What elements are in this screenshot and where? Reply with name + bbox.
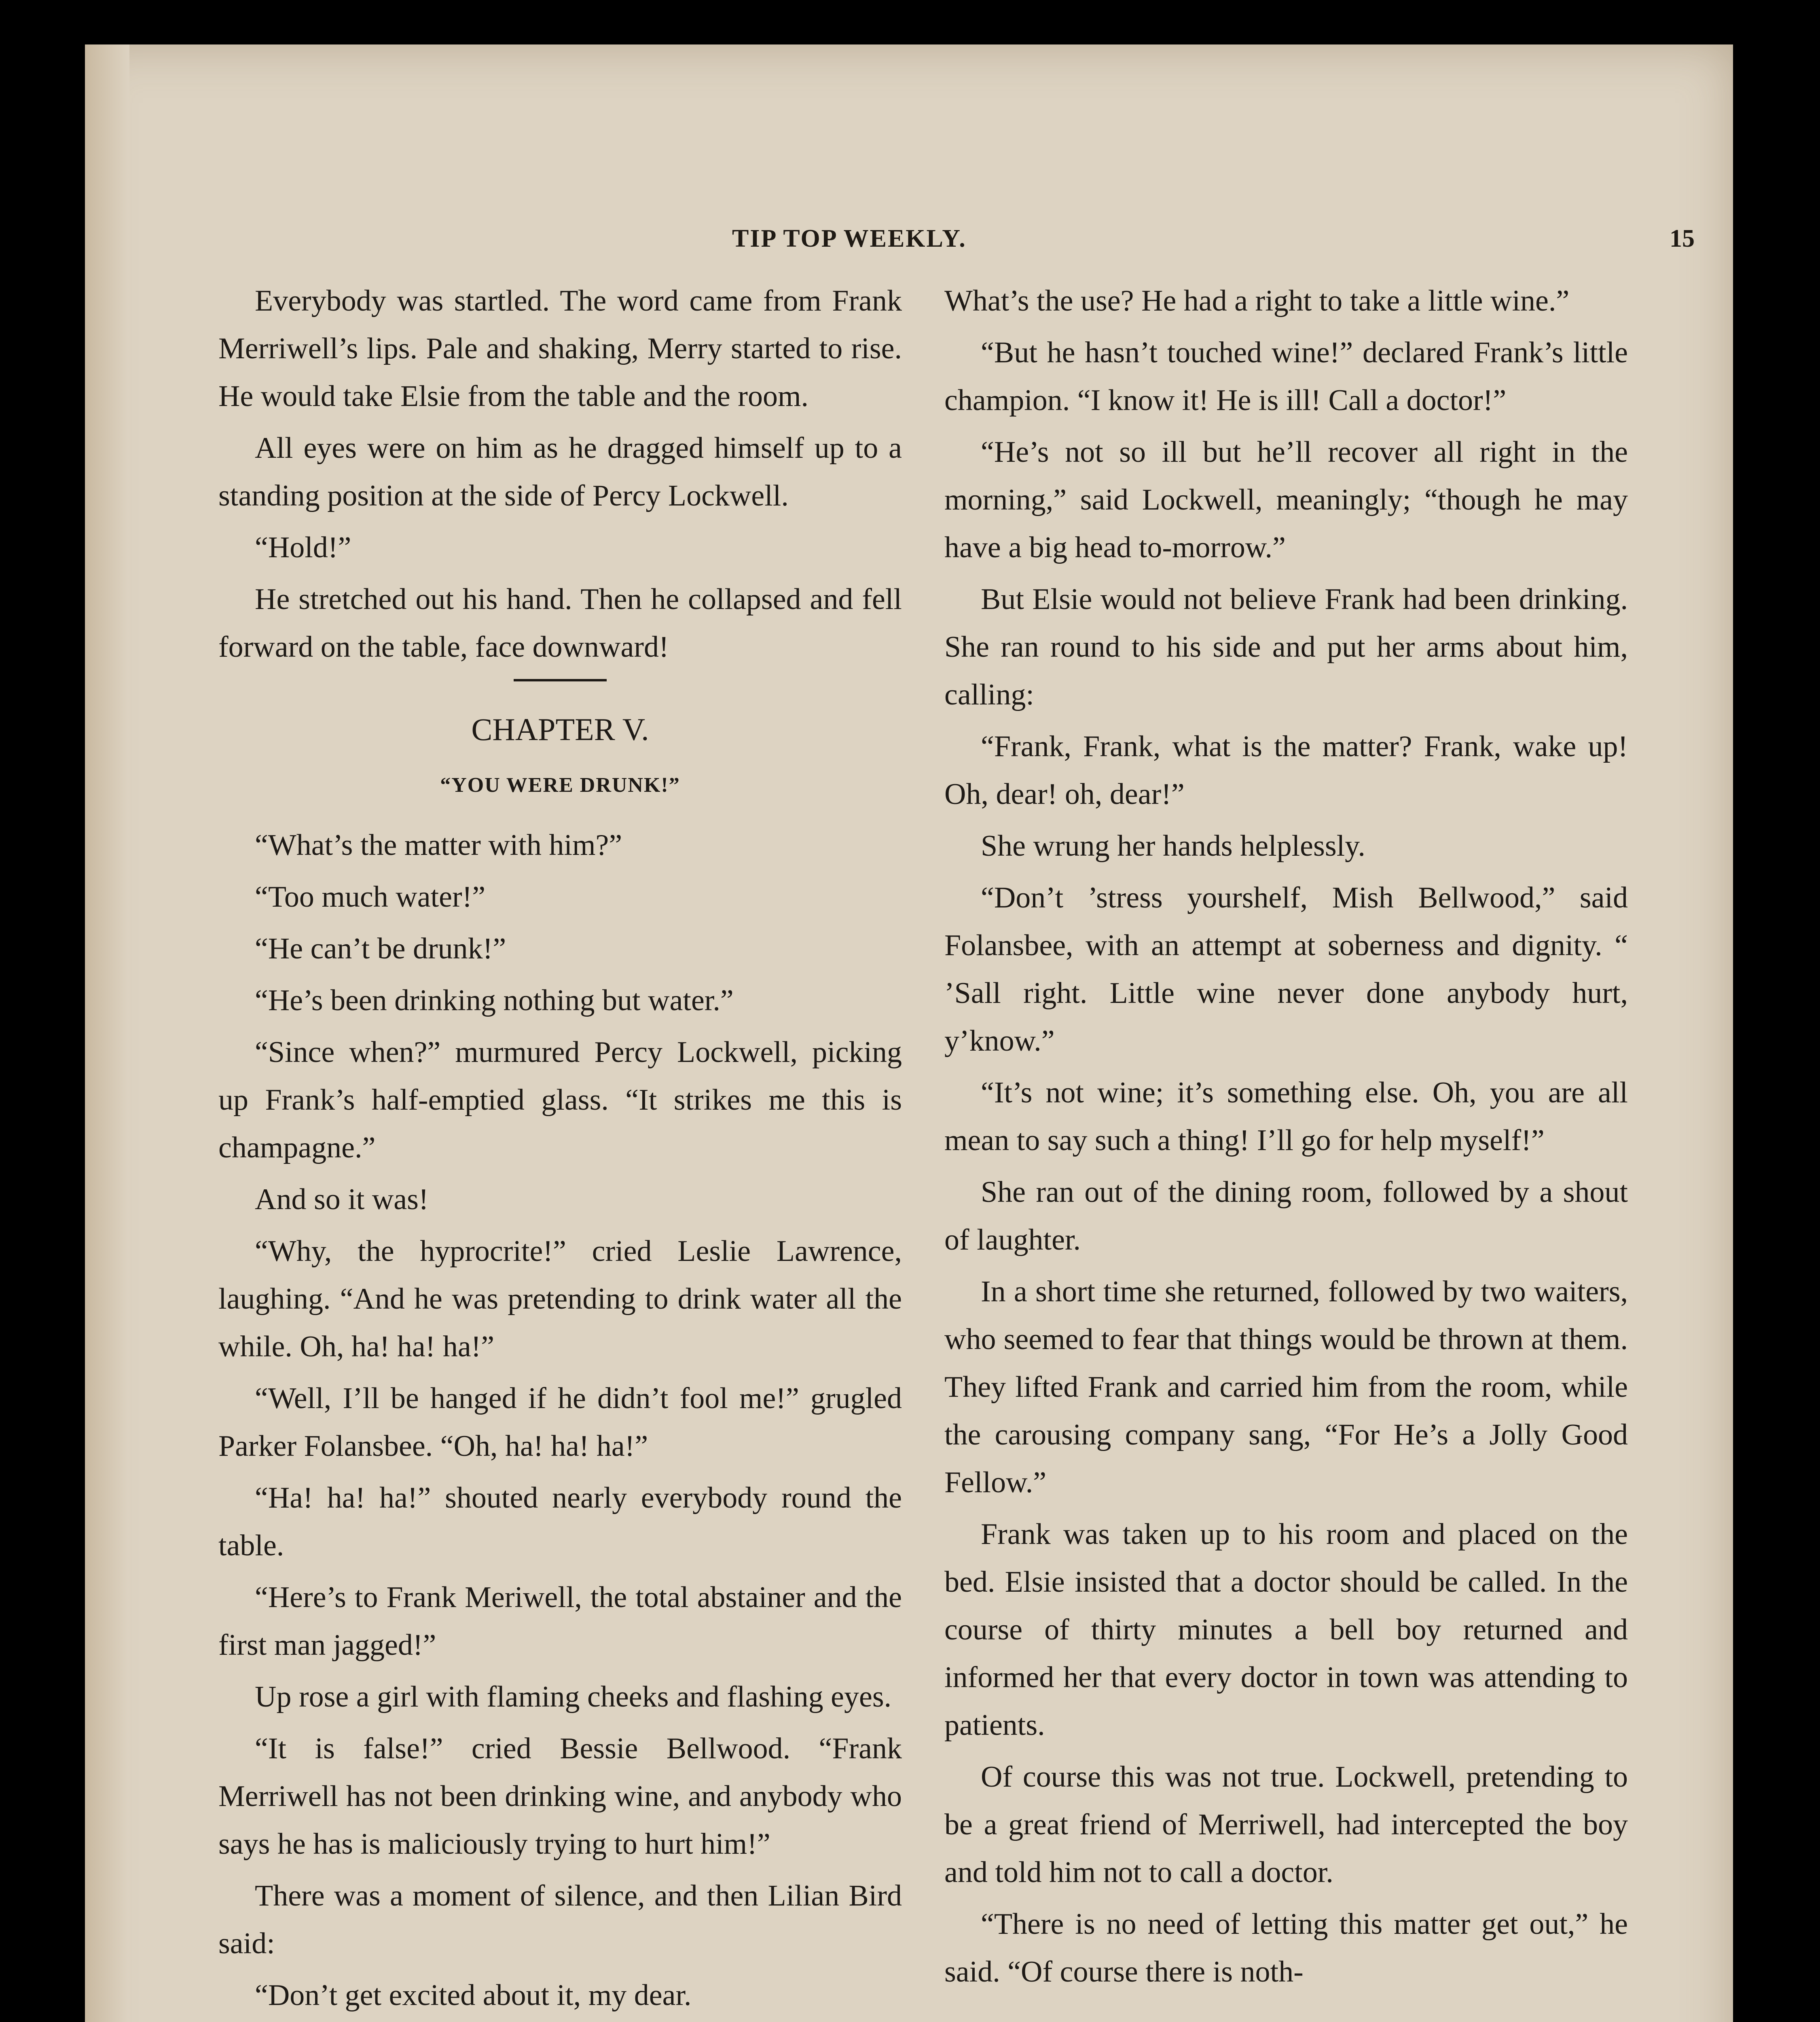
paragraph: “There is no need of letting this matter get out,” he said. “Of course there is noth- [944, 1908, 1628, 1988]
paragraph: Frank was taken up to his room and placed on the bed. Elsie insisted that a doctor should be called. In the course of thirty minutes a bell boy returned and informed her that every doctor in town was attending to patients. [944, 1518, 1628, 1742]
page-header [85, 224, 1733, 273]
paragraph: “Why, the hyprocrite!” cried Leslie Lawrence, laughing. “And he was pretending to drink water all the while. Oh, ha! ha! ha!” [218, 1235, 902, 1363]
paragraph: Of course this was not true. Lockwell, pretending to be a great friend of Merriwell, had intercepted the boy and told him not to call a doctor. [944, 1760, 1628, 1889]
left-column [218, 277, 902, 2022]
magazine-page [85, 44, 1733, 2022]
paragraph: She wrung her hands helplessly. [981, 829, 1365, 863]
paragraph: “Here’s to Frank Meriwell, the total abstainer and the first man jagged!” [218, 1581, 902, 1662]
paragraph: “But he hasn’t touched wine!” declared Frank’s little champion. “I know it! He is ill! Call a doctor!” [944, 336, 1628, 417]
paragraph: What’s the use? He had a right to take a little wine.” [944, 284, 1570, 317]
paragraph: But Elsie would not believe Frank had been drinking. She ran round to his side and put her arms about him, calling: [944, 583, 1628, 711]
paragraph: There was a moment of silence, and then Lilian Bird said: [218, 1879, 902, 1960]
paragraph: “Hold!” [255, 531, 351, 564]
paragraph: In a short time she returned, followed by two waiters, who seemed to fear that things would be thrown at them. They lifted Frank and carried him from the room, while the carousing company sang, “For He’s a Jolly Good Fellow.” [944, 1275, 1628, 1499]
paragraph: “Don’t ’stress yourshelf, Mish Bellwood,” said Folansbee, with an attempt at soberness and dignity. “ ’Sall right. Little wine never done anybody hurt, y’know.” [944, 881, 1628, 1058]
paragraph: “Frank, Frank, what is the matter? Frank, wake up! Oh, dear! oh, dear!” [944, 730, 1628, 811]
paragraph: She ran out of the dining room, followed by a shout of laughter. [944, 1176, 1628, 1256]
paragraph: “It’s not wine; it’s something else. Oh, you are all mean to say such a thing! I’ll go for help myself!” [944, 1076, 1628, 1157]
right-column [944, 277, 1628, 2000]
section-divider [514, 679, 607, 681]
running-title: TIP TOP WEEKLY. [732, 225, 967, 252]
paragraph: “He can’t be drunk!” [255, 932, 506, 965]
paragraph: And so it was! [255, 1183, 429, 1216]
paragraph: He stretched out his hand. Then he collapsed and fell forward on the table, face downward! [218, 583, 902, 664]
chapter-subtitle: “YOU WERE DRUNK!” [440, 774, 680, 797]
paragraph: “Since when?” murmured Percy Lockwell, picking up Frank’s half-emptied glass. “It strikes me this is champagne.” [218, 1036, 902, 1164]
paragraph: “Too much water!” [255, 880, 486, 914]
paragraph: “Ha! ha! ha!” shouted nearly everybody round the table. [218, 1481, 902, 1562]
paragraph: All eyes were on him as he dragged himself up to a standing position at the side of Percy Lockwell. [218, 431, 902, 512]
paragraph: Up rose a girl with flaming cheeks and flashing eyes. [255, 1680, 892, 1713]
paragraph: “He’s not so ill but he’ll recover all right in the morning,” said Lockwell, meaningly; “though he may have a big head to-morrow.” [944, 436, 1628, 564]
paragraph: “It is false!” cried Bessie Bellwood. “Frank Merriwell has not been drinking wine, and anybody who says he has is maliciously trying to hurt him!” [218, 1732, 902, 1861]
paragraph: “He’s been drinking nothing but water.” [255, 984, 734, 1017]
page-edge [85, 44, 129, 2022]
paragraph: “Don’t get excited about it, my dear. [255, 1979, 692, 2012]
paragraph: “Well, I’ll be hanged if he didn’t fool me!” grugled Parker Folansbee. “Oh, ha! ha! ha!” [218, 1382, 902, 1463]
chapter-heading: CHAPTER V. [471, 712, 649, 747]
page-number: 15 [1670, 225, 1695, 252]
paragraph: Everybody was startled. The word came from Frank Merriwell’s lips. Pale and shaking, Merry started to rise. He would take Elsie from the table and the room. [218, 284, 902, 413]
paragraph: “What’s the matter with him?” [255, 829, 622, 862]
